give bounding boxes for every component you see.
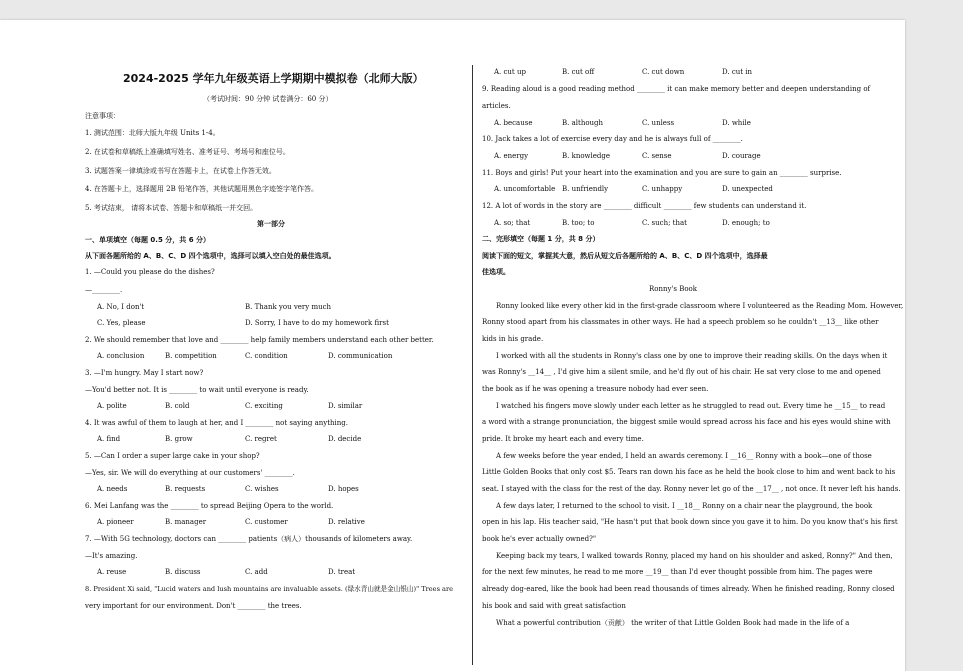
section2-instructions: 阅读下面的短文，掌握其大意，然后从短文后各题所给的 A、B、C、D 四个选项中，选择最 (482, 252, 768, 260)
passage-line: his book and said with great satisfaction (482, 602, 626, 610)
passage-line: seat. I stayed with the class for the rest of the day. Ronny never let go of the __17__ , not once. It never left his hands. (482, 485, 901, 493)
option-a: A. find (97, 435, 121, 443)
option-c: C. unhappy (642, 185, 683, 193)
option-c: C. exciting (245, 402, 283, 410)
note-item: 1. 测试范围：北师大版九年级 Units 1-4。 (85, 129, 220, 137)
note-item: 2. 在试卷和草稿纸上准确填写姓名、准考证号、考场号和座位号。 (85, 148, 290, 156)
page-title: 2024-2025 学年九年级英语上学期期中模拟卷（北师大版） (123, 72, 424, 85)
passage-line: Keeping back my tears, I walked towards Ronny, placed my hand on his shoulder and asked, Ronny?" And then, (496, 552, 893, 560)
option-c: C. such; that (642, 219, 687, 227)
option-b: B. cut off (562, 68, 595, 76)
passage-line: was Ronny's __14__ , I'd give him a silent smile, and he'd fly out of his chair. He sat very close to me and opened (482, 368, 881, 376)
option-c: C. condition (245, 352, 288, 360)
section1-instructions: 从下面各题所给的 A、B、C、D 四个选项中，选择可以填入空白处的最佳选项。 (85, 252, 336, 260)
option-b: B. competition (165, 352, 217, 360)
passage-line: a word with a strange pronunciation, the biggest smile would spread across his face and his eyes would shine with (482, 418, 891, 426)
option-c: C. unless (642, 119, 675, 127)
option-b: B. requests (165, 485, 206, 493)
option-a: A. energy (494, 152, 529, 160)
option-a: A. cut up (494, 68, 526, 76)
option-d: D. enough; to (722, 219, 770, 227)
question-stem: 6. Mei Lanfang was the ________ to spread Beijing Opera to the world. (85, 502, 334, 510)
option-a: A. so; that (494, 219, 531, 227)
question-stem: —You'd better not. It is ________ to wait until everyone is ready. (85, 386, 309, 394)
passage-line: I worked with all the students in Ronny's class one by one to improve their reading skills. On the days when it (496, 352, 888, 360)
question-stem: 5. —Can I order a super large cake in your shop? (85, 452, 260, 460)
passage-line: A few days later, I returned to the school to visit. I __18__ Ronny on a chair near the playground, the book (496, 502, 873, 510)
option-c: C. customer (245, 518, 288, 526)
option-a: A. because (494, 119, 533, 127)
option-b: B. manager (165, 518, 207, 526)
option-b: B. although (562, 119, 604, 127)
question-stem: 7. —With 5G technology, doctors can ________ patients（病人）thousands of kilometers away. (85, 535, 413, 543)
section2-instructions: 佳选项。 (482, 268, 510, 276)
question-stem: 9. Reading aloud is a good reading method ________ it can make memory better and deepen understanding of (482, 85, 871, 93)
option-c: C. Yes, please (97, 319, 146, 327)
option-d: D. communication (328, 352, 393, 360)
option-c: C. regret (245, 435, 277, 443)
option-d: D. hopes (328, 485, 359, 493)
part-heading: 第一部分 (257, 220, 285, 228)
passage-line: I watched his fingers move slowly under each letter as he struggled to read out. Every time he __15__ to read (496, 402, 886, 410)
section1-heading: 一、单项填空（每题 0.5 分，共 6 分） (85, 236, 211, 244)
option-b: B. knowledge (562, 152, 611, 160)
option-b: B. Thank you very much (245, 303, 332, 311)
option-a: A. needs (97, 485, 128, 493)
passage-line: already dog-eared, like the book had been read thousands of times already. When he finished reading, Ronny closed (482, 585, 895, 593)
option-a: A. pioneer (97, 518, 134, 526)
option-b: B. discuss (165, 568, 201, 576)
notes-heading: 注意事项： (85, 112, 120, 120)
option-d: D. decide (328, 435, 362, 443)
option-a: A. polite (97, 402, 127, 410)
option-d: D. unexpected (722, 185, 773, 193)
passage-line: Little Golden Books that only cost $5. Tears ran down his face as he held the book close to him and went back to his (482, 468, 896, 476)
passage-line: the book as if he was opening a treasure nobody had ever seen. (482, 385, 709, 393)
question-stem: —It's amazing. (85, 552, 138, 560)
question-stem: articles. (482, 102, 511, 110)
option-c: C. sense (642, 152, 672, 160)
question-stem: 4. It was awful of them to laugh at her, and I ________ not saying anything. (85, 419, 348, 427)
option-b: B. grow (165, 435, 193, 443)
question-stem: 3. —I'm hungry. May I start now? (85, 369, 204, 377)
question-stem: 10. Jack takes a lot of exercise every day and he is always full of ________. (482, 135, 743, 143)
question-stem: —________. (85, 286, 123, 294)
option-d: D. Sorry, I have to do my homework first (245, 319, 389, 327)
option-b: B. cold (165, 402, 190, 410)
option-c: C. add (245, 568, 268, 576)
exam-info: （考试时间：90 分钟 试卷满分：60 分） (203, 95, 333, 103)
option-a: A. conclusion (97, 352, 145, 360)
option-a: A. reuse (97, 568, 127, 576)
note-item: 3. 试题答案一律填涂或书写在答题卡上，在试卷上作答无效。 (85, 167, 276, 175)
passage-line: kids in his grade. (482, 335, 544, 343)
option-d: D. similar (328, 402, 363, 410)
option-d: D. cut in (722, 68, 753, 76)
passage-line: What a powerful contribution（贡献） the writer of that Little Golden Book had made in the life of a (496, 619, 850, 627)
document-page (0, 20, 905, 671)
option-b: B. unfriendly (562, 185, 609, 193)
passage-title: Ronny's Book (649, 285, 698, 293)
option-a: A. uncomfortable (494, 185, 556, 193)
column-divider (472, 65, 473, 665)
section2-heading: 二、完形填空（每题 1 分，共 8 分） (482, 235, 600, 243)
passage-line: for the next few minutes, he read to me more __19__ than I'd ever thought possible from him. The pages were (482, 568, 873, 576)
passage-line: Ronny stood apart from his classmates in other ways. He had a speech problem so he couldn't __13__ like other (482, 318, 879, 326)
note-item: 4. 在答题卡上，选择题用 2B 铅笔作答，其他试题用黑色字迹签字笔作答。 (85, 185, 318, 193)
note-item: 5. 考试结束， 请将本试卷、答题卡和草稿纸一并交回。 (85, 204, 258, 212)
passage-line: A few weeks before the year ended, I held an awards ceremony. I __16__ Ronny with a book—one of those (496, 452, 872, 460)
option-d: D. relative (328, 518, 365, 526)
option-c: C. cut down (642, 68, 685, 76)
option-b: B. too; to (562, 219, 595, 227)
question-stem: 2. We should remember that love and ________ help family members understand each other better. (85, 336, 434, 344)
question-stem: —Yes, sir. We will do everything at our customers' ________. (85, 469, 295, 477)
question-stem: 8. President Xi said, "Lucid waters and lush mountains are invaluable assets. (绿水青山就是金山银山)" Trees are (85, 585, 454, 593)
question-stem: 1. —Could you please do the dishes? (85, 268, 215, 276)
option-d: D. treat (328, 568, 356, 576)
option-c: C. wishes (245, 485, 279, 493)
passage-line: Ronny looked like every other kid in the first-grade classroom where I volunteered as the Reading Mom. However, (496, 302, 904, 310)
option-a: A. No, I don't (97, 303, 145, 311)
question-stem: very important for our environment. Don't ________ the trees. (85, 602, 302, 610)
question-stem: 11. Boys and girls! Put your heart into the examination and you are sure to gain an ________ surprise. (482, 169, 842, 177)
passage-line: pride. It broke my heart each and every time. (482, 435, 644, 443)
option-d: D. courage (722, 152, 761, 160)
option-d: D. while (722, 119, 751, 127)
question-stem: 12. A lot of words in the story are ________ difficult ________ few students can understand it. (482, 202, 807, 210)
passage-line: book he's ever actually owned?" (482, 535, 597, 543)
passage-line: open in his lap. His teacher said, "He hasn't put that book down since you gave it to him. Do you know that's his first (482, 518, 898, 526)
